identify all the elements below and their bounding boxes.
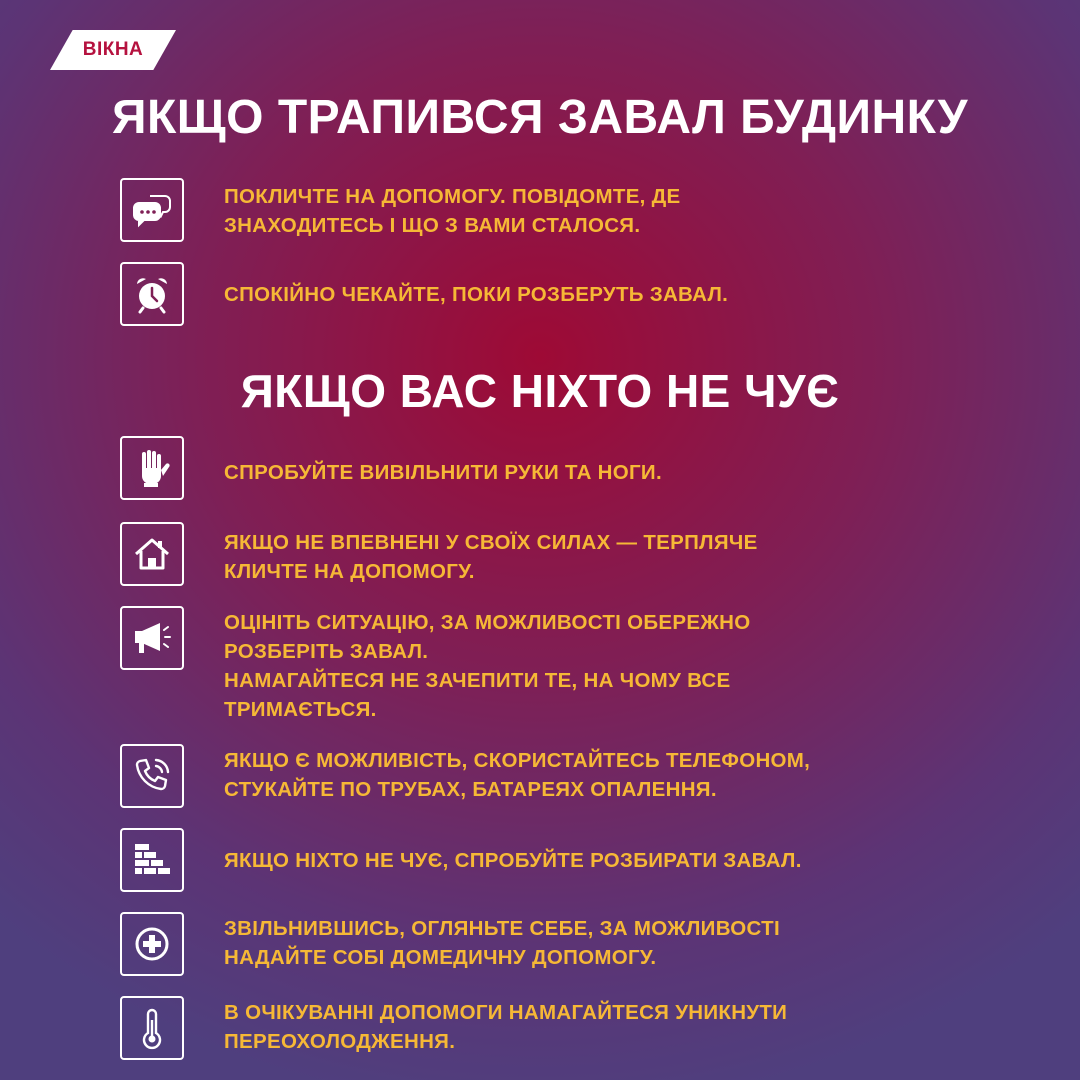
phone-call-icon [120,744,184,808]
item-text-line: ЗНАХОДИТЕСЬ І ЩО З ВАМИ СТАЛОСЯ. [224,214,641,237]
bricks-icon [120,828,184,892]
item-text-line: РОЗБЕРІТЬ ЗАВАЛ. [224,640,429,663]
item-text-line: НАДАЙТЕ СОБІ ДОМЕДИЧНУ ДОПОМОГУ. [224,946,657,969]
item-text-line: ЯКЩО НІХТО НЕ ЧУЄ, СПРОБУЙТЕ РОЗБИРАТИ ЗАВАЛ. [224,849,802,872]
item-text-line: ТРИМАЄТЬСЯ. [224,698,377,721]
medical-plus-icon [120,912,184,976]
brand-logo [50,30,176,70]
item-text-line: ЯКЩО НЕ ВПЕВНЕНІ У СВОЇХ СИЛАХ — ТЕРПЛЯЧЕ [224,531,758,554]
item-text-line: В ОЧІКУВАННІ ДОПОМОГИ НАМАГАЙТЕСЯ УНИКНУТИ [224,1001,788,1024]
item-text-line: СПОКІЙНО ЧЕКАЙТЕ, ПОКИ РОЗБЕРУТЬ ЗАВАЛ. [224,283,729,306]
chat-bubbles-icon [120,178,184,242]
item-text-line: КЛИЧТЕ НА ДОПОМОГУ. [224,560,475,583]
item-text-line: ОЦІНІТЬ СИТУАЦІЮ, ЗА МОЖЛИВОСТІ ОБЕРЕЖНО [224,611,751,634]
item-text-line: СПРОБУЙТЕ ВИВІЛЬНИТИ РУКИ ТА НОГИ. [224,461,662,484]
house-icon [120,522,184,586]
item-text-line: ПОКЛИЧТЕ НА ДОПОМОГУ. ПОВІДОМТЕ, ДЕ [224,185,681,208]
hand-icon [120,436,184,500]
item-text-line: ЗВІЛЬНИВШИСЬ, ОГЛЯНЬТЕ СЕБЕ, ЗА МОЖЛИВОСТІ [224,917,780,940]
alarm-clock-icon [120,262,184,326]
section2-title: ЯКЩО ВАС НІХТО НЕ ЧУЄ [240,365,840,417]
item-text-line: ЯКЩО Є МОЖЛИВІСТЬ, СКОРИСТАЙТЕСЬ ТЕЛЕФОНОМ, [224,749,811,772]
brand-logo-text: ВІКНА [82,39,144,60]
item-text-line: ПЕРЕОХОЛОДЖЕННЯ. [224,1030,456,1053]
section1-title: ЯКЩО ТРАПИВСЯ ЗАВАЛ БУДИНКУ [111,91,969,144]
item-text-line: СТУКАЙТЕ ПО ТРУБАХ, БАТАРЕЯХ ОПАЛЕННЯ. [224,778,717,801]
thermometer-icon [120,996,184,1060]
megaphone-icon [120,606,184,670]
item-text-line: НАМАГАЙТЕСЯ НЕ ЗАЧЕПИТИ ТЕ, НА ЧОМУ ВСЕ [224,669,731,692]
